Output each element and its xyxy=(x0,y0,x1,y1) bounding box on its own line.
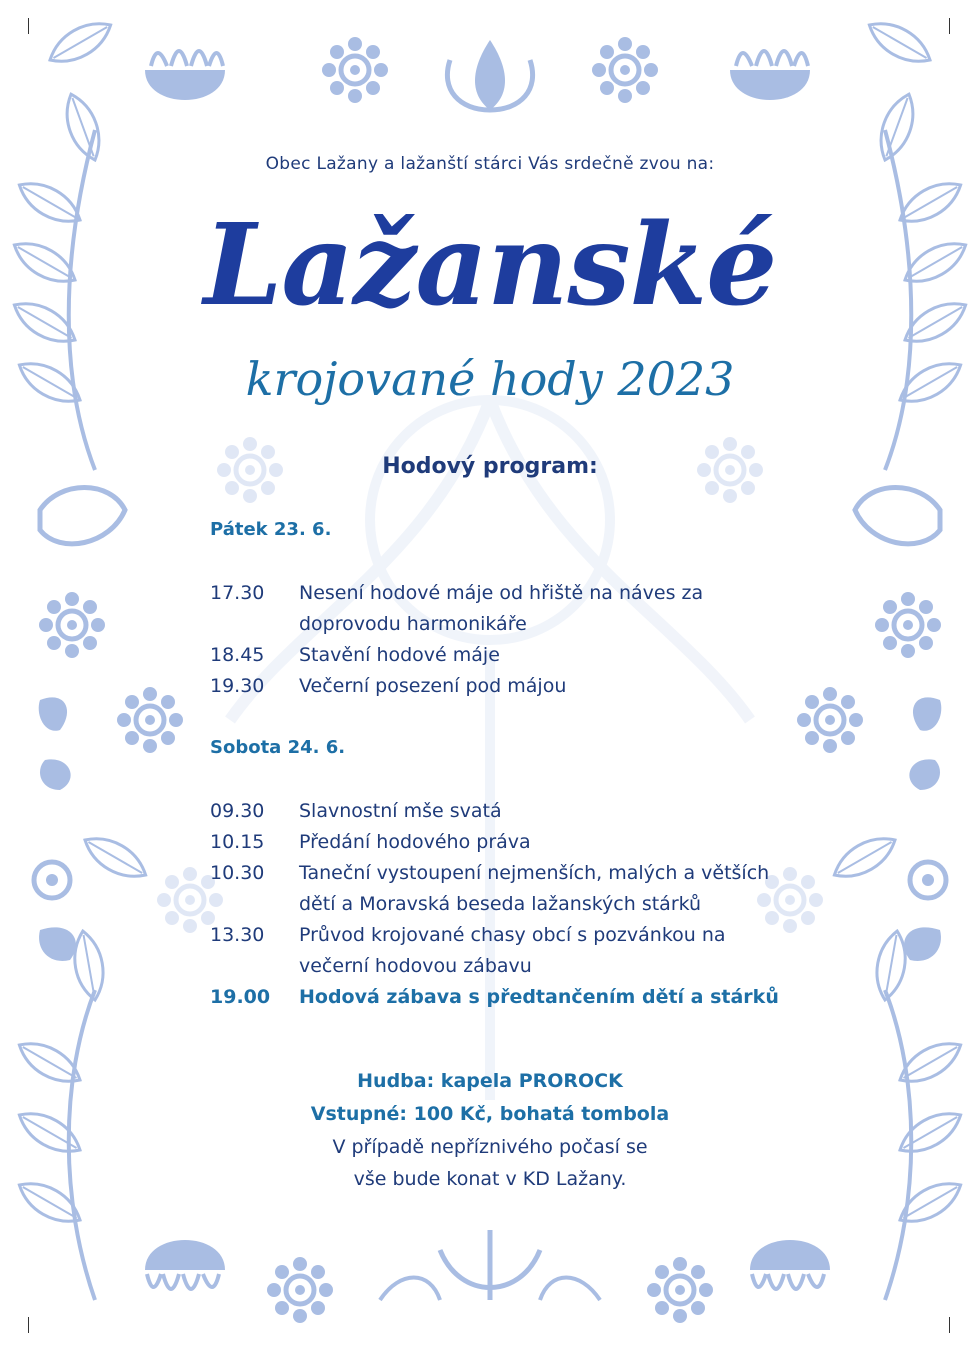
item-line: Průvod krojované chasy obcí s pozvánkou na xyxy=(299,924,726,946)
item-line: Taneční vystoupení nejmenších, malých a větších xyxy=(299,862,770,884)
event-subtitle: krojované hody 2023 xyxy=(245,352,735,406)
item-description: Večerní posezení pod májou xyxy=(299,675,567,697)
item-description xyxy=(299,858,850,920)
item-line: doprovodu harmonikáře xyxy=(299,613,527,635)
item-description xyxy=(299,578,850,640)
entry-info: Vstupné: 100 Kč, bohatá tombola xyxy=(310,1103,670,1125)
item-description: Předání hodového práva xyxy=(299,831,531,853)
item-time: 13.30 xyxy=(210,924,265,946)
program-item xyxy=(210,827,850,858)
item-time: 09.30 xyxy=(210,800,265,822)
program-item xyxy=(210,640,850,671)
item-description: Hodová zábava s předtančením dětí a stárků xyxy=(299,986,779,1008)
invitation-line: Obec Lažany a lažanští stárci Vás srdečně zvou na: xyxy=(265,154,715,174)
program-heading: Hodový program: xyxy=(382,454,598,479)
program-item-highlight xyxy=(210,982,850,1013)
music-info: Hudba: kapela PROROCK xyxy=(357,1070,623,1092)
item-time: 10.15 xyxy=(210,831,265,853)
program-item xyxy=(210,796,850,827)
item-description: Slavnostní mše svatá xyxy=(299,800,502,822)
item-time: 17.30 xyxy=(210,582,265,604)
program-item xyxy=(210,578,850,640)
item-time: 10.30 xyxy=(210,862,265,884)
item-line: dětí a Moravská beseda lažanských stárků xyxy=(299,893,702,915)
program-item xyxy=(210,858,850,920)
program-item xyxy=(210,920,850,982)
item-time: 18.45 xyxy=(210,644,265,666)
item-description: Stavění hodové máje xyxy=(299,644,500,666)
item-description xyxy=(299,920,850,982)
item-time: 19.30 xyxy=(210,675,265,697)
item-time: 19.00 xyxy=(210,986,271,1008)
item-line: Nesení hodové máje od hřiště na náves za xyxy=(299,582,704,604)
event-title: Lažanské xyxy=(203,200,777,331)
weather-note-line-1: V případě nepříznivého počasí se xyxy=(332,1136,648,1158)
day-heading-friday: Pátek 23. 6. xyxy=(210,519,332,540)
item-line: večerní hodovou zábavu xyxy=(299,955,532,977)
weather-note-line-2: vše bude konat v KD Lažany. xyxy=(353,1168,627,1190)
day-heading-saturday: Sobota 24. 6. xyxy=(210,737,346,758)
program-item xyxy=(210,671,850,702)
